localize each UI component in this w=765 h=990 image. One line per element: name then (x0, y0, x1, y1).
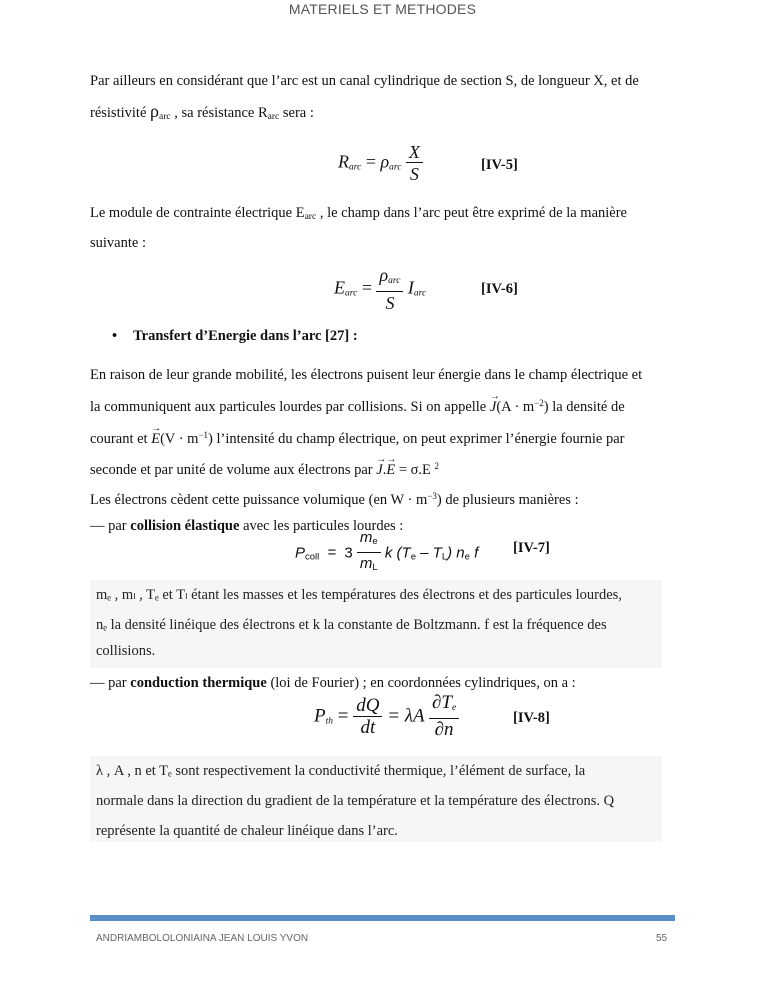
page-header: MATERIELS ET METHODES (288, 1, 477, 17)
text-span: sera : (279, 105, 314, 121)
heading-text: Transfert d’Energie dans l’arc [27] : (133, 328, 358, 344)
eq-symbol: P (314, 705, 326, 727)
text-span: (V · m (160, 431, 199, 447)
text-span: la communiquent aux particules lourdes par collisions. Si on appelle (90, 399, 490, 415)
subscript: arc (159, 112, 171, 122)
denominator: S (385, 293, 395, 313)
text-span: Le module de contrainte électrique E (90, 205, 305, 221)
text-span: , sa résistance R (170, 105, 268, 121)
text-span: , le champ dans l’arc peut être exprimé de la manière (316, 205, 627, 221)
text-line: λ , A , n et Tₑ sont respectivement la conductivité thermique, l’élément de surface, la (96, 763, 586, 779)
page-number: 55 (656, 933, 668, 944)
paragraph-energy-transfer (90, 361, 670, 539)
subscript: arc (267, 112, 280, 122)
rho-symbol: ρ (379, 265, 389, 285)
subscript: L (441, 551, 448, 563)
text-span: seconde et par unité de volume aux électrons par (90, 462, 377, 478)
rho-symbol: ρ (150, 101, 159, 121)
eq-symbol: I (407, 277, 414, 298)
equation-label: [IV-7] (513, 540, 550, 556)
scanned-variables-block (90, 580, 662, 668)
numerator (429, 693, 459, 719)
subscript: arc (349, 162, 362, 173)
eq-text: = λA (387, 705, 425, 727)
text-span: — par (90, 675, 131, 691)
text-line (90, 483, 670, 513)
fraction (429, 693, 459, 741)
numerator: X (406, 142, 423, 163)
text-span: ) de plusieurs manières : (436, 492, 579, 508)
eq-symbol: R (338, 151, 349, 172)
subscript: e (372, 536, 378, 547)
text-line: représente la quantité de chaleur linéique dans l’arc. (96, 823, 398, 839)
text-span: Les électrons cèdent cette puissance volumique (en W · m (90, 492, 428, 508)
subscript: e (410, 551, 416, 563)
subscript: th (325, 716, 333, 727)
denominator: ∂n (434, 719, 454, 740)
subscript: arc (345, 288, 358, 299)
equation-iv-7 (295, 528, 478, 579)
text-line (90, 453, 670, 483)
text-line (90, 98, 670, 130)
footer-rule (90, 915, 675, 921)
eq-symbol: E (334, 277, 345, 298)
text-line: collisions. (96, 643, 156, 659)
subscript: arc (389, 162, 402, 173)
fraction (376, 265, 403, 314)
eq-text: ) n (447, 544, 465, 562)
bold-term: conduction thermique (130, 675, 267, 691)
eq-symbol: ∂T (432, 692, 452, 713)
fraction (406, 142, 423, 185)
text-span: ) la densité de (543, 399, 625, 415)
subscript: arc (388, 276, 401, 286)
text-span: . (382, 462, 387, 478)
text-line: Par ailleurs en considérant que l’arc est un canal cylindrique de section S, de longueur X, et de (90, 73, 639, 89)
text-span: résistivité (90, 105, 151, 121)
text-span: (loi de Fourier) ; en coordonnées cylindriques, on a : (266, 675, 576, 691)
denominator (357, 553, 381, 579)
bold-term: collision élastique (130, 518, 240, 534)
subscript: coll (305, 551, 320, 563)
footer-author: ANDRIAMBOLOLONIAINA JEAN LOUIS YVON (96, 933, 309, 944)
vector-e: → E (151, 425, 160, 453)
eq-operator: = (337, 705, 349, 727)
fraction (357, 528, 381, 579)
equation-iv-5 (338, 142, 423, 185)
subscript: L (372, 562, 378, 573)
text-span: = σ.E (395, 462, 435, 478)
numerator (357, 528, 381, 553)
eq-symbol: m (359, 529, 373, 546)
eq-symbol: P (295, 544, 306, 562)
vector-j: → J (490, 393, 496, 421)
section-bullet-heading (112, 328, 358, 345)
superscript: −1 (198, 430, 209, 440)
text-line: suivante : (90, 235, 146, 251)
denominator: S (409, 164, 419, 184)
numerator: dQ (353, 696, 382, 717)
text-span: (A · m (496, 399, 535, 415)
text-line (90, 200, 670, 230)
equation-label: [IV-8] (513, 710, 550, 726)
subscript: e (464, 551, 470, 563)
text-line (90, 389, 670, 421)
equation-iv-8 (314, 693, 459, 741)
bullet-icon: • (112, 328, 118, 344)
denominator: dt (360, 716, 376, 738)
subscript: e (452, 703, 457, 713)
superscript: 2 (434, 461, 440, 471)
superscript: −2 (534, 398, 544, 408)
eq-operator: = (327, 544, 337, 562)
equation-iv-6 (334, 265, 426, 314)
text-line: normale dans la direction du gradient de la température et la température des électrons. Q (96, 793, 615, 809)
equation-label: [IV-6] (481, 281, 518, 297)
text-line: En raison de leur grande mobilité, les électrons puisent leur énergie dans le champ électrique et (90, 367, 643, 383)
subscript: arc (413, 288, 427, 299)
text-line: nₑ la densité linéique des électrons et k la constante de Boltzmann. f est la fréquence des (96, 617, 607, 633)
eq-number: 3 (344, 544, 353, 562)
vector-e: → E (386, 457, 395, 483)
numerator (376, 265, 403, 292)
subscript: arc (304, 212, 317, 222)
text-span: avec les particules lourdes : (239, 518, 404, 534)
text-line: mₑ , mₗ , Tₑ et Tₗ étant les masses et les températures des électrons et des particules lourdes, (96, 587, 622, 603)
eq-operator: = (365, 151, 376, 172)
paragraph-electric-field (90, 200, 670, 256)
paragraph-arc-definition (90, 68, 670, 130)
fraction (353, 696, 382, 739)
scanned-conduction-block (90, 756, 662, 842)
eq-symbol: m (359, 555, 373, 572)
eq-text: k (T (384, 544, 411, 562)
vector-j: → J (376, 457, 382, 483)
eq-symbol: ρ (380, 151, 390, 172)
eq-text: f (469, 544, 479, 562)
text-span: ) l’intensité du champ électrique, on peut exprimer l’énergie fournie par (208, 431, 625, 447)
equation-label: [IV-5] (481, 157, 518, 173)
text-span: — par (90, 518, 131, 534)
superscript: −3 (427, 491, 437, 501)
text-span: courant et (90, 431, 152, 447)
eq-text: – T (416, 544, 442, 562)
eq-operator: = (361, 277, 372, 298)
